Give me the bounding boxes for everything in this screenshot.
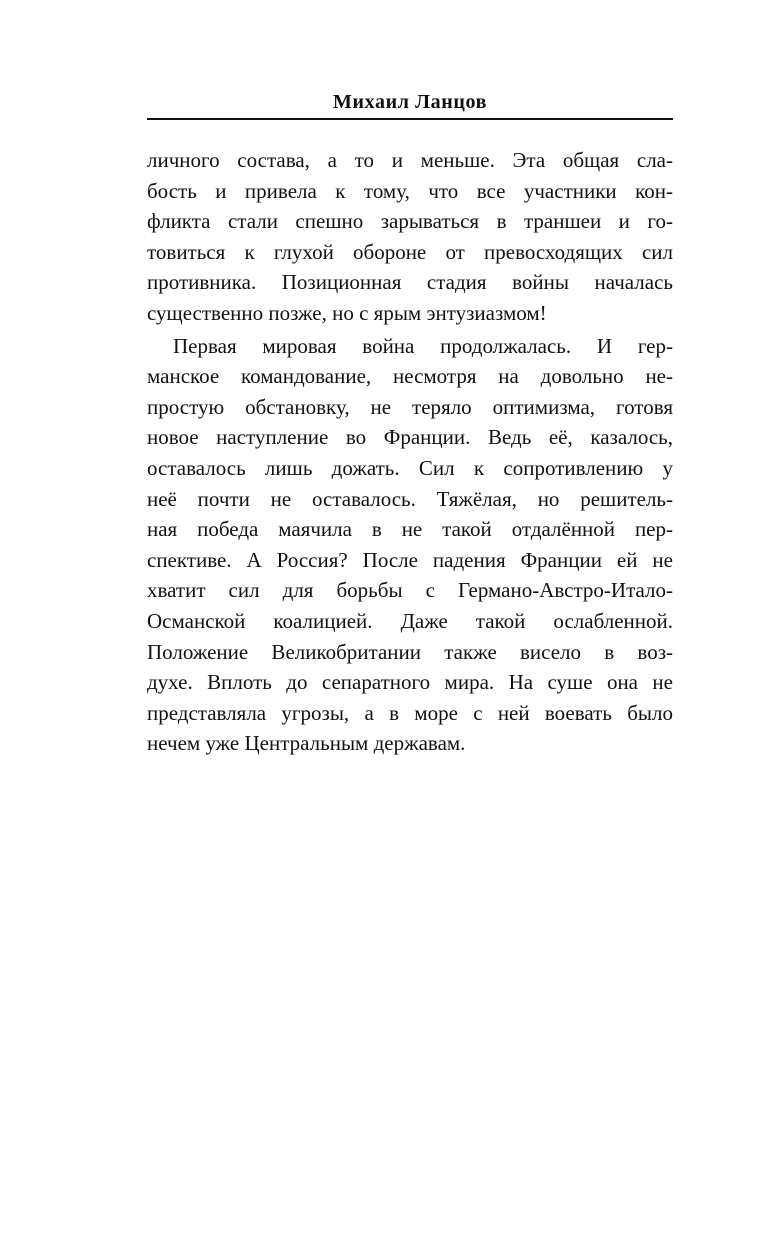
text-line: оставалось лишь дожать. Сил к сопротивлению у: [147, 455, 673, 480]
text-line: спективе. А Россия? После падения Франции ей не: [147, 547, 673, 572]
text-line: Положение Великобритании также висело в воз-: [147, 639, 673, 664]
body-text: [147, 145, 673, 759]
text-line: Османской коалицией. Даже такой ослабленной.: [147, 608, 673, 633]
text-line: товиться к глухой обороне от превосходящих сил: [147, 239, 673, 264]
text-line: новое наступление во Франции. Ведь её, казалось,: [147, 425, 673, 450]
text-line: хватит сил для борьбы с Германо-Австро-Итало-: [147, 578, 673, 603]
text-line: простую обстановку, не теряло оптимизма, готовя: [147, 394, 673, 419]
text-line: противника. Позиционная стадия войны началась: [147, 270, 673, 295]
text-line: ная победа маячила в не такой отдалённой пер-: [147, 517, 673, 542]
paragraph-2: [147, 331, 673, 759]
text-line: Первая мировая война продолжалась. И гер-: [173, 333, 673, 358]
paragraph-1: [147, 145, 673, 329]
running-header-author: Михаил Ланцов: [333, 91, 487, 113]
text-line: манское командование, несмотря на довольно не-: [147, 364, 673, 389]
text-line: нечем уже Центральным державам.: [147, 731, 466, 756]
text-line: личного состава, а то и меньше. Эта общая сла-: [147, 148, 673, 172]
header-rule: [147, 118, 673, 120]
text-line: бость и привела к тому, что все участники кон-: [147, 178, 673, 203]
text-line: фликта стали спешно зарываться в траншеи и го-: [147, 209, 673, 234]
text-line: духе. Вплоть до сепаратного мира. На суше она не: [147, 670, 673, 695]
text-line: неё почти не оставалось. Тяжёлая, но решитель-: [147, 486, 673, 511]
text-line: представляла угрозы, а в море с ней воевать было: [147, 700, 673, 725]
text-line: существенно позже, но с ярым энтузиазмом!: [147, 300, 547, 325]
